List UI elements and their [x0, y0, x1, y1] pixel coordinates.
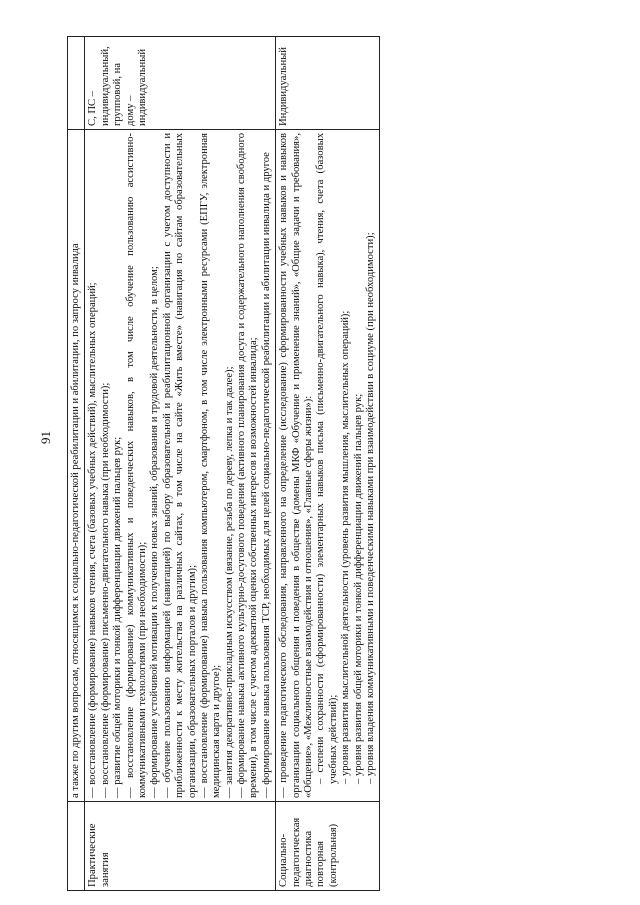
list-item: — занятия декоративно-прикладным искусством (вязание, резьба по дереву, лепка и так далее);: [223, 366, 235, 798]
list-item: — обучение пользованию информацией (навигацией) по выбору образовательной и реабилитационной организации с учетом доступности и приближенности к месту жительства на различных сайтах, в том числе на сайте «Жить вместе» (навигация по сайтам образовательных организации, образовательных порталов и другим);: [161, 133, 198, 798]
list-item: — проведение педагогического обследования, направленного на определение (исследование) сформированности учебных навыков и навыков организации социального общения и поведения в обществе (домены МКФ «Обучение и применение знаний», «Общие задачи и требования», «Общение», «Межличностные взаимодействия и отношения», «Главные сферы жизни»):: [278, 133, 315, 798]
list-item: — формирование устойчивой мотивации к получению новых знаний, образования и трудовой деятельности, в целом;: [149, 266, 161, 798]
list-item: а также по другим вопросам, относящимся к социально-педагогической реабилитации и абилитации, по запросу инвалида: [70, 243, 81, 798]
row-content-cell: [85, 130, 276, 802]
list-item: — восстановление (формирование) навыка пользования компьютером, смартфоном, в том числе электронными ресурсами (ЕПГУ, электронная медицинская карта и другое);: [198, 133, 223, 798]
list-subitem: – уровня развития мыслительной деятельности (уровень развития мышления, мыслительных операций);: [340, 310, 352, 784]
list-subitem: – степени сохранности (сформированности) элементарных навыков письма (письменно-двигательного навыка), чтения, счета (базовых учебных действий);: [315, 133, 339, 784]
row-form-cell: Индивидуальный: [276, 37, 380, 130]
row-content-cell: [276, 130, 380, 802]
rotated-table-wrapper: [67, 36, 591, 891]
list-subitem: – уровня развития общей моторики и тонкой дифференциации движений пальцев рук;: [352, 393, 364, 784]
list-item: — восстановление (формирование) письменно-двигательного навыка (при необходимости);: [99, 382, 111, 798]
list-item: — формирование навыка активного культурно-досугового поведения (активного планирования досуга и содержательного наполнения свободного времени), в том числе с учетом адекватной оценки собственных интересов и возможностей инвалида;: [236, 133, 260, 798]
table-row: [68, 37, 85, 891]
page-number: 91: [38, 431, 53, 444]
row-form-cell: С, ПС – индивидуальный, групповой, на дому – индивидуальный: [85, 37, 276, 130]
list-item: — восстановление (формирование) навыков чтения, счета (базовых учебных действий), мыслительных операций;: [87, 282, 99, 798]
table-row: [85, 37, 276, 891]
row-name-cell: Социально-педагогическая диагностика повторная (контрольная): [276, 802, 380, 891]
list-item: — формирование навыка пользования ТСР, необходимых для целей социально-педагогической реабилитации и абилитации инвалида и другое: [260, 152, 272, 798]
list-subitem: – уровня владения коммуникативными и поведенческими навыками при взаимодействии в социуме (при необходимости);: [364, 232, 376, 784]
row-name-cell: [68, 802, 85, 891]
table-row: [276, 37, 380, 891]
rehabilitation-table: [67, 36, 380, 891]
list-item: — восстановление (формирование) коммуникативных и поведенческих навыков, в том числе обучение пользованию ассистивно-коммуникативными технологиями (при необходимости);: [124, 133, 148, 798]
row-name-cell: Практические занятия: [85, 802, 276, 891]
row-content-cell: [68, 130, 85, 802]
row-form-cell: [68, 37, 85, 130]
list-item: — развитие общей моторики и тонкой дифференциации движений пальцев рук;: [112, 436, 124, 798]
